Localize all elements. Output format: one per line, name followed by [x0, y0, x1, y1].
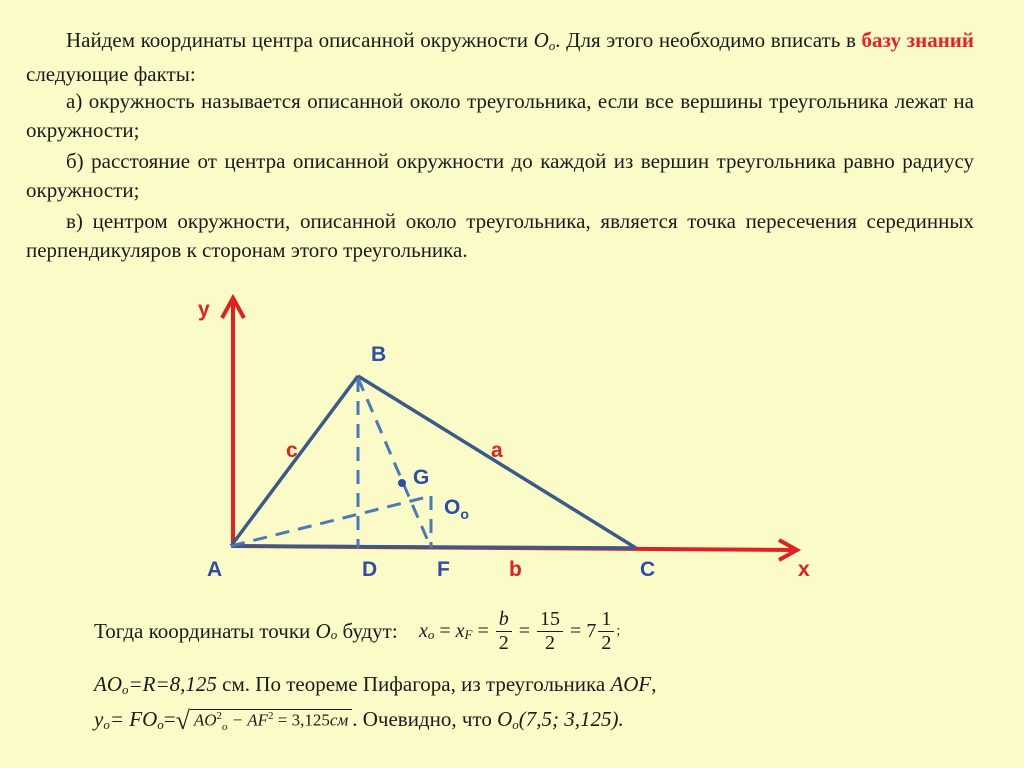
paragraph-fact-a: а) окружность называется описанной около треугольника, если все вершины треугольника лежат на окружности; [26, 89, 974, 142]
label-point-f: F [437, 558, 450, 581]
label-point-d: D [362, 558, 378, 581]
label-center-o: $O_o$ [444, 496, 469, 523]
paragraph-intro: Найдем координаты центра описанной окружности $O_o$. Для этого необходимо вписать в базу знаний следующие факты: [26, 28, 974, 86]
label-point-g: G [413, 466, 430, 489]
label-y-axis: y [198, 298, 210, 321]
pythagoras-formula: $AO^2_o - AF^2 = 3,125см$ [190, 709, 352, 733]
coordinates-line: Тогда координаты точки $O_o$ будут: $x_o = x_F$ = $\frac{b}{2}$ = $\frac{15}{2}$ = 7 $\frac{1}{2}$ ; [94, 608, 621, 654]
median-bf [358, 378, 431, 548]
paragraph-fact-c: в) центром окружности, описанной около треугольника, является точка пересечения серединных перпендикуляров к сторонам этого треугольника. [26, 209, 974, 262]
knowledge-base-highlight: базу знаний [861, 28, 974, 52]
label-side-c: c [286, 439, 298, 462]
x-coordinate-formula: $x_o = x_F$ = $\frac{b}{2}$ = $\frac{15}{2}$ = 7 $\frac{1}{2}$ ; [418, 608, 621, 654]
point-g [398, 479, 406, 487]
label-side-b: b [509, 558, 522, 581]
radius-line: $AO_o=R=8,125$ см. По теореме Пифагора, из треугольника AOF, [94, 672, 657, 697]
label-side-a: a [491, 439, 503, 462]
label-vertex-a: A [207, 558, 223, 581]
side-b [231, 546, 636, 548]
label-vertex-b: B [371, 343, 387, 366]
y-coordinate-line: $y_o= FO_o=√$ $AO^2_o - AF^2 = 3,125см$ . Очевидно, что $O_o(7,5$; 3,125). [94, 706, 624, 735]
paragraph-fact-b: б) расстояние от центра описанной окружности до каждой из вершин треугольника равно радиусу окружности; [26, 149, 974, 202]
label-x-axis: x [798, 558, 810, 581]
label-vertex-c: C [640, 558, 656, 581]
